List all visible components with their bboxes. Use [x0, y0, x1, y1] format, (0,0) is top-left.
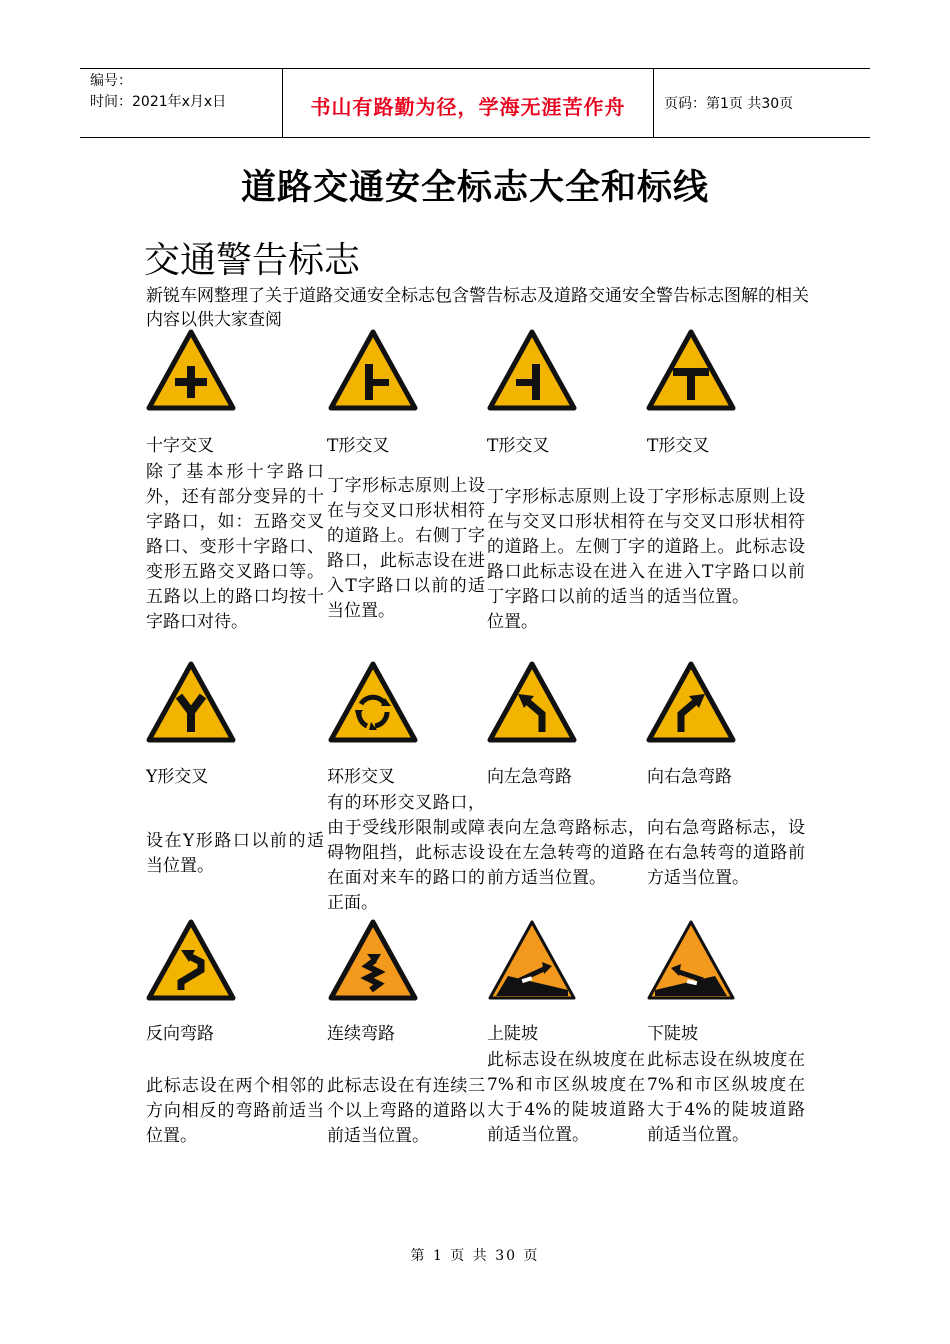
t-junction-icon [645, 328, 737, 412]
page-footer: 第 1 页 共 30 页 [410, 1248, 540, 1264]
sharp-right-curve-icon [645, 660, 737, 744]
header-table [80, 68, 870, 138]
t-junction-right-icon [327, 328, 419, 412]
roundabout-icon [327, 660, 419, 744]
sign-desc-9: 此标志设在两个相邻的方向相反的弯路前适当位置。 [146, 1076, 324, 1146]
sign-label-12: 下陡坡 [647, 1024, 698, 1044]
sign-desc-1: 除了基本形十字路口外，还有部分变异的十字路口，如：五路交叉路口、变形十字路口、变形五路交叉路口等。五路以上的路口均按十字路口对待。 [146, 462, 324, 632]
sign-label-7: 向左急弯路 [487, 767, 572, 787]
sharp-left-curve-icon [486, 660, 578, 744]
sign-label-6: 环形交叉 [327, 767, 395, 787]
sign-desc-6: 有的环形交叉路口，由于受线形限制或障碍物阻挡，此标志设在面对来车的路口的正面。 [327, 793, 485, 913]
sign-desc-4: 丁字形标志原则上设在与交叉口形状相符的道路上。此标志设在进入T字路口以前的适当位置。 [647, 487, 805, 607]
sign-label-10: 连续弯路 [327, 1024, 395, 1044]
sign-desc-7: 表向左急弯路标志，设在左急转弯的道路前方适当位置。 [487, 818, 645, 888]
sign-desc-10: 此标志设在有连续三个以上弯路的道路以前适当位置。 [327, 1076, 485, 1146]
intro-paragraph: 新锐车网整理了关于道路交通安全标志包含警告标志及道路交通安全警告标志图解的相关内容以供大家查阅 [146, 286, 809, 330]
sign-desc-8: 向右急弯路标志，设在右急转弯的道路前方适当位置。 [647, 818, 805, 888]
header-motto-cell [282, 69, 654, 137]
sign-label-1: 十字交叉 [146, 436, 214, 456]
sign-label-2: T形交叉 [327, 436, 390, 456]
sign-desc-2: 丁字形标志原则上设在与交叉口形状相符的道路上。右侧丁字路口，此标志设在进入T字路口以前的适当位置。 [327, 476, 485, 621]
header-meta [80, 69, 282, 137]
page-title: 道路交通安全标志大全和标线 [240, 168, 709, 208]
sign-label-3: T形交叉 [487, 436, 550, 456]
sign-label-11: 上陡坡 [487, 1024, 538, 1044]
motto: 书山有路勤为径，学海无涯苦作舟 [310, 95, 626, 119]
code-label: 编号： [90, 73, 132, 89]
sign-desc-5: 设在Y形路口以前的适当位置。 [146, 831, 324, 876]
t-junction-left-icon [486, 328, 578, 412]
sign-label-4: T形交叉 [647, 436, 710, 456]
steep-descent-icon [645, 918, 737, 1002]
winding-road-icon [327, 918, 419, 1002]
sign-label-8: 向右急弯路 [647, 767, 732, 787]
page-info: 页码：第1页 共30页 [664, 96, 794, 112]
sign-label-9: 反向弯路 [146, 1024, 214, 1044]
sign-desc-3: 丁字形标志原则上设在与交叉口形状相符的道路上。左侧丁字路口此标志设在进入丁字路口以前的适当位置。 [487, 487, 645, 632]
time-label: 时间：2021年x月x日 [90, 94, 227, 110]
sign-desc-11: 此标志设在纵坡度在7%和市区纵坡度在大于4%的陡坡道路前适当位置。 [487, 1050, 645, 1145]
steep-ascent-icon [486, 918, 578, 1002]
reverse-curve-icon [145, 918, 237, 1002]
sign-desc-12: 此标志设在纵坡度在7%和市区纵坡度在大于4%的陡坡道路前适当位置。 [647, 1050, 805, 1145]
section-heading: 交通警告标志 [144, 240, 361, 281]
sign-label-5: Y形交叉 [146, 767, 209, 787]
crossroad-icon [145, 328, 237, 412]
y-junction-icon [145, 660, 237, 744]
